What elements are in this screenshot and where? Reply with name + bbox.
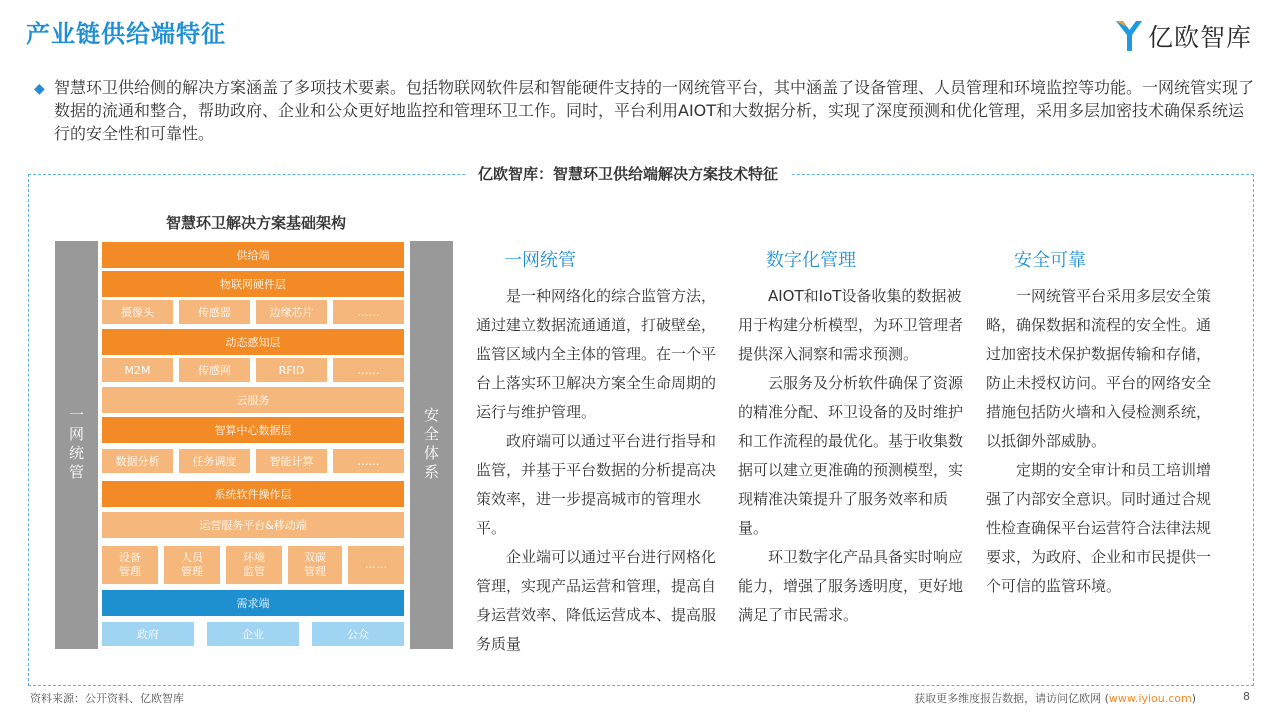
column-heading: 数字化管理 [766,250,856,271]
frame-title: 亿欧智库：智慧环卫供给端解决方案技术特征 [466,163,790,184]
ops-item: 双碳 管理 [288,546,342,584]
intro-text: 智慧环卫供给侧的解决方案涵盖了多项技术要素。包括物联网软件层和智能硬件支持的一网统管平台，其中涵盖了设备管理、人员管理和环境监控等功能。一网统管实现了数据的流通和整合，帮助政府、企业和公众更好地监控和管理环卫工作。同时，平台利用AIOT和大数据分析，实现了深度预测和优化管理，采用多层加密技术确保系统运行的安全性和可靠性。 [54,78,1255,143]
page-number: 8 [1243,690,1250,703]
layer-system-software: 系统软件操作层 [102,481,404,507]
source-note: 资料来源：公开资料、亿欧智库 [30,692,184,705]
footer-cta [914,690,1196,706]
sensing-item: …… [333,358,404,382]
iot-hw-item: 边缘芯片 [256,300,327,324]
page-title: 产业链供给端特征 [26,20,226,48]
ops-item: 设备 管理 [102,546,158,584]
layer-data-center: 智算中心数据层 [102,417,404,443]
sensing-item: RFID [256,358,327,382]
layer-dynamic-sensing: 动态感知层 [102,329,404,355]
logo-text: 亿欧智库 [1147,23,1252,52]
column-heading: 一网统管 [504,250,576,271]
data-item: 智能计算 [256,449,327,473]
data-item: 数据分析 [102,449,173,473]
column-paragraph: 云服务及分析软件确保了资源的精准分配、环卫设备的及时维护和工作流程的最优化。基于收集数据可以建立更准确的预测模型，实现精准决策提升了服务效率和质量。 [738,374,964,537]
iot-hw-item: 摄像头 [102,300,173,324]
column-heading: 安全可靠 [1014,250,1086,271]
layer-demand: 需求端 [102,590,404,616]
footer-cta-prefix: 获取更多维度报告数据，请访问亿欧网 ( [914,692,1109,705]
column-paragraph: 环卫数字化产品具备实时响应能力，增强了服务透明度，更好地满足了市民需求。 [738,548,964,624]
iot-hw-item: …… [333,300,404,324]
website-link[interactable]: www.iyiou.com [1108,692,1192,705]
data-item: 任务调度 [179,449,250,473]
side-bar-security-system: 安全体系 [410,241,453,649]
data-item: …… [333,449,404,473]
intro-paragraph [34,76,1254,145]
layer-cloud: 云服务 [102,387,404,413]
column-paragraph: AIOT和IoT设备收集的数据被用于构建分析模型，为环卫管理者提供深入洞察和需求预测。 [738,287,964,363]
ops-item: 人员 管理 [164,546,220,584]
side-bar-unified-management: 一网统管 [55,241,98,649]
column-security [986,250,1214,601]
demand-item: 企业 [207,622,299,646]
layer-iot-hardware: 物联网硬件层 [102,271,404,297]
column-paragraph: 定期的安全审计和员工培训增强了内部安全意识。同时通过合规性检查确保平台运营符合法律法规要求，为政府、企业和市民提供一个可信的监管环境。 [986,461,1212,595]
sensing-item: 传感网 [179,358,250,382]
demand-item: 政府 [102,622,194,646]
column-unified-management [476,250,724,659]
ops-item: 环境 监管 [226,546,282,584]
layer-supply: 供给端 [102,242,404,268]
column-paragraph: 是一种网络化的综合监管方法，通过建立数据流通通道，打破壁垒，监管区域内全主体的管理。在一个平台上落实环卫解决方案全生命周期的运行与维护管理。 [476,287,717,421]
column-paragraph: 企业端可以通过平台进行网格化管理，实现产品运营和管理，提高自身运营效率、降低运营成本、提高服务质量 [476,548,717,653]
brand-logo [1114,18,1252,54]
ops-item: …… [348,546,404,584]
column-digital-management [738,250,966,630]
footer-cta-suffix: ) [1191,692,1196,705]
layer-ops-platform: 运营服务平台&移动端 [102,512,404,538]
iot-hw-item: 传感器 [179,300,250,324]
logo-icon [1114,19,1144,53]
architecture-title: 智慧环卫解决方案基础架构 [165,214,346,232]
sensing-item: M2M [102,358,173,382]
diamond-bullet-icon: ◆ [34,81,45,97]
demand-item: 公众 [312,622,404,646]
column-paragraph: 一网统管平台采用多层安全策略，确保数据和流程的安全性。通过加密技术保护数据传输和存储，防止未授权访问。平台的网络安全措施包括防火墙和入侵检测系统，以抵御外部威胁。 [986,287,1212,450]
column-paragraph: 政府端可以通过平台进行指导和监管，并基于平台数据的分析提高决策效率，进一步提高城市的管理水平。 [476,432,717,537]
